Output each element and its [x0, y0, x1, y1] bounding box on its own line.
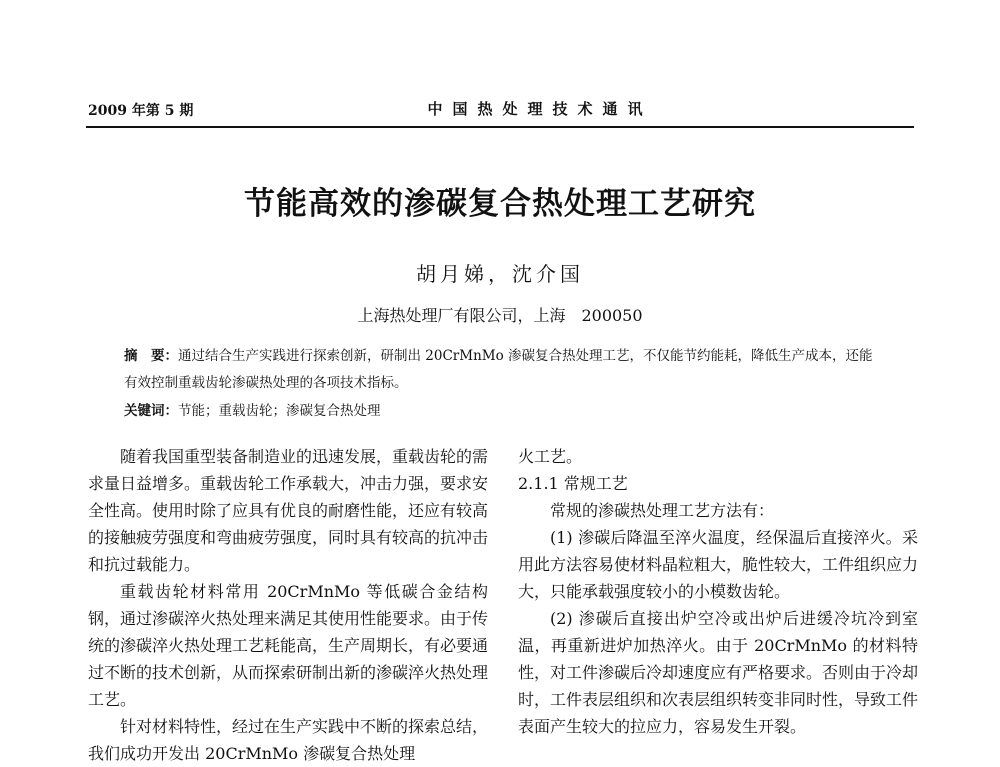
body-right-column [518, 443, 918, 740]
right-paragraph-3: (2) 渗碳后直接出炉空冷或出炉后进缓冷坑冷到室温，再重新进炉加热淬火。由于 20CrMnMo 的材料特性，对工件渗碳后冷却速度应有严格要求。否则由于冷却时，工件表层组织和次表层组织转变非同时性，导致工件表面产生较大的拉应力，容易发生开裂。 [518, 609, 919, 736]
paper-title: 节能高效的渗碳复合热处理工艺研究 [244, 186, 756, 222]
journal-name: 中国热处理技术通讯 [427, 100, 653, 118]
abstract-text: 通过结合生产实践进行探索创新，研制出 20CrMnMo 渗碳复合热处理工艺，不仅能节约能耗，降低生产成本，还能有效控制重载齿轮渗碳热处理的各项技术指标。 [124, 348, 873, 391]
abstract [124, 343, 884, 397]
left-paragraph-2: 重载齿轮材料常用 20CrMnMo 等低碳合金结构钢，通过渗碳淬火热处理来满足其使用性能要求。由于传统的渗碳淬火热处理工艺耗能高，生产周期长，有必要通过不断的技术创新，从而探索研制出新的渗碳淬火热处理工艺。 [88, 582, 489, 709]
body-left-column [88, 443, 488, 767]
header-rule [86, 126, 914, 128]
left-paragraph-1: 随着我国重型装备制造业的迅速发展，重载齿轮的需求量日益增多。重载齿轮工作承载大，冲击力强，要求安全性高。使用时除了应具有优良的耐磨性能，还应有较高的接触疲劳强度和弯曲疲劳强度，同时具有较高的抗冲击和抗过载能力。 [88, 447, 489, 574]
right-paragraph-0: 火工艺。 [518, 447, 583, 466]
paper-authors: 胡月娣，沈介国 [416, 262, 584, 286]
keywords [124, 399, 884, 419]
abstract-label: 摘 要： [124, 348, 178, 364]
keywords-label: 关键词： [124, 403, 178, 419]
right-paragraph-1: 常规的渗碳热处理工艺方法有： [550, 501, 775, 520]
keywords-text: 节能；重载齿轮；渗碳复合热处理 [178, 403, 381, 419]
section-heading: 2.1.1 常规工艺 [518, 474, 628, 493]
right-paragraph-2: (1) 渗碳后降温至淬火温度，经保温后直接淬火。采用此方法容易使材料晶粒粗大，脆性较大，工件组织应力大，只能承载强度较小的小模数齿轮。 [518, 528, 919, 601]
paper-affiliation: 上海热处理厂有限公司，上海 200050 [357, 306, 643, 325]
left-paragraph-3: 针对材料特性，经过在生产实践中不断的探索总结，我们成功开发出 20CrMnMo 渗碳复合热处理 [88, 717, 489, 763]
issue-label: 2009 年第 5 期 [88, 103, 194, 119]
